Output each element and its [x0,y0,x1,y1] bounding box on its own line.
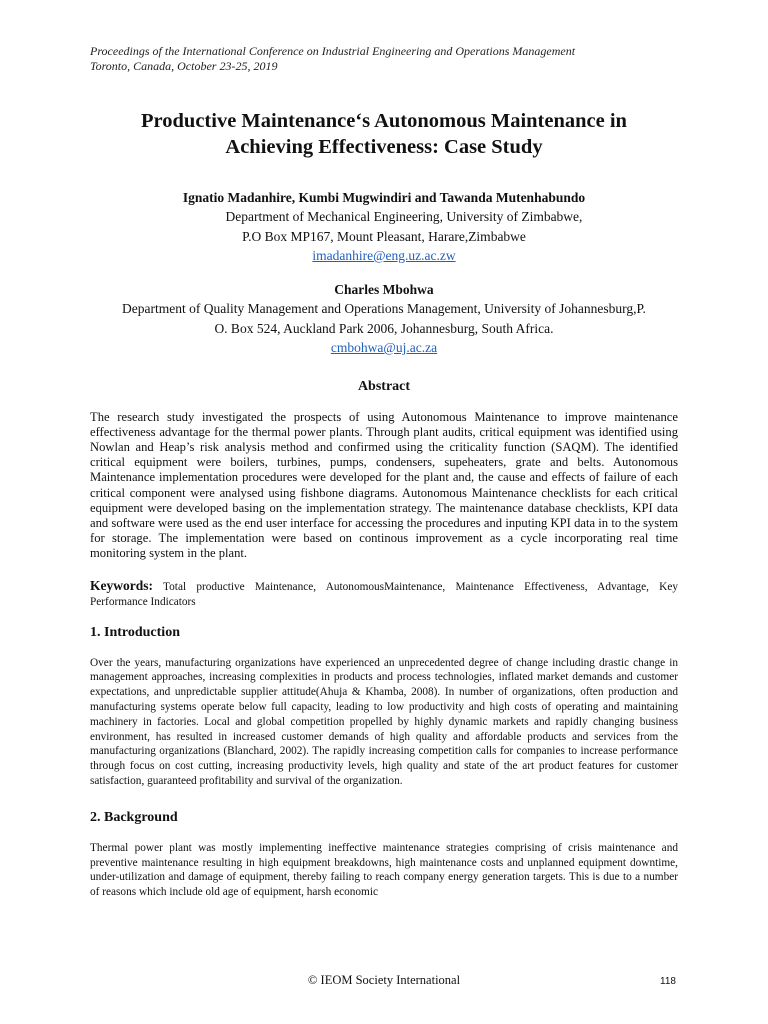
footer-copyright: © IEOM Society International [307,973,461,987]
paper-page [90,44,678,900]
affiliation-1 [90,207,678,266]
page-number: 118 [660,976,676,987]
email-link-1[interactable]: imadanhire@eng.uz.ac.zw [312,248,456,263]
paper-title [90,108,678,160]
section-heading-background: 2. Background [90,809,178,825]
section-heading-introduction: 1. Introduction [90,624,180,640]
title-line-1: Productive Maintenance‘s Autonomous Maintenance in [141,110,627,132]
background-text: Thermal power plant was mostly implementing ineffective maintenance strategies comprising of crisis maintenance and preventive maintenance resulting in high equipment breakdowns, high maintenance costs and unplanned equipment downtime, under-utilization and damage of equipment, thereby failing to reach company energy generation targets. This is due to a number of reasons which include old age of equipment, harsh economic [90,841,678,899]
abstract-text: The research study investigated the prospects of using Autonomous Maintenance to improve maintenance effectiveness advantage for the thermal power plants. Through plant audits, critical equipment was identified using Nowlan and Heap’s risk analysis method and confirmed using the criticality function (SAQM). The identified critical equipment were boilers, turbines, pumps, condensers, supeheaters, grate and belts. Autonomous Maintenance implementation procedures were developed for the plant and, the cause and effects of failure of each critical component were analysed using fishbone diagrams. Autonomous Maintenance checklists for each critical equipment were developed basing on the implementation strategy. The maintenance database checklists, KPI data and software were used as the end user interface for accessing the procedures and inputing KPI data in to the system for storage. The implementation were based on continous improvement as a cycle incorporating real time monitoring system in the plant. [90,409,678,561]
affiliation-2-line-1: Department of Quality Management and Operations Management, University of Johannesburg,P. [122,301,646,316]
title-line-2: Achieving Effectiveness: Case Study [225,136,543,158]
author-block-1 [90,188,678,266]
keywords-label: Keywords: [90,577,153,593]
running-header [90,44,678,74]
author-names-2: Charles Mbohwa [334,281,434,297]
abstract-heading: Abstract [357,378,411,394]
header-conference: Proceedings of the International Conference on Industrial Engineering and Operations Management [90,44,576,58]
header-location-date: Toronto, Canada, October 23-25, 2019 [90,59,278,73]
introduction-text: Over the years, manufacturing organizations have experienced an unprecedented degree of change including drastic change in management approaches, increasing complexities in products and process technologies, inflated market demands and customer expectations, and unpredictable supplier attitude(Ahuja & Khamba, 2008). In number of organizations, often production and manufacturing systems operate below full capacity, leading to low productivity and high costs of operating and maintaining machinery in factories. Local and global competition propelled by highly dynamic markets and rapidly changing business environment, has resulted in increased customer demands of high quality and affordable products and services from the manufacturing organizations (Blanchard, 2002). The rapidly increasing competition calls for companies to increase performance through focus on cost cutting, increasing productivity levels, high quality and state of the art product features for customer satisfaction, guaranteed profitability and survival of the organization. [90,656,678,787]
email-link-2[interactable]: cmbohwa@uj.ac.za [330,340,438,355]
affiliation-1-dept: Department of Mechanical Engineering, University of Zimbabwe, [225,209,583,224]
author-block-2 [90,280,678,358]
keywords [90,578,678,610]
affiliation-1-address: P.O Box MP167, Mount Pleasant, Harare,Zimbabwe [242,228,526,244]
author-names-1: Ignatio Madanhire, Kumbi Mugwindiri and Tawanda Mutenhabundo [182,190,586,205]
keywords-text: Total productive Maintenance, AutonomousMaintenance, Maintenance Effectiveness, Advantage, Key Performance Indicators [90,580,678,608]
affiliation-2-line-2: O. Box 524, Auckland Park 2006, Johannesburg, South Africa. [214,320,554,336]
